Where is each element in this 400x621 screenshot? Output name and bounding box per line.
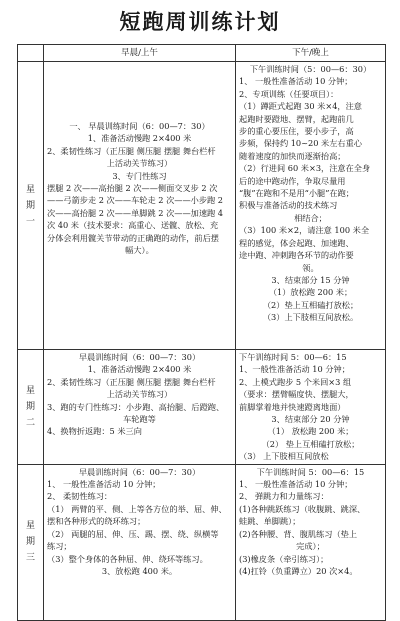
day-char: 期 xyxy=(25,401,35,412)
morning-plan-line: （2） 両腿的屈、伸、压、踢、摆、绕、纵横等 xyxy=(47,528,219,539)
morning-plan-line: 3、专门性练习 xyxy=(112,170,167,181)
day-char: 一 xyxy=(25,216,35,227)
afternoon-plan-line: （3）上下肢相互间放松。 xyxy=(262,312,359,323)
afternoon-plan-line: （3）100 米×2，请注意 100 米全 xyxy=(239,225,370,236)
afternoon-plan-line: 3、结束部分 20 分钟 xyxy=(271,414,350,425)
afternoon-plan-line: 起跑时要蹬地、摆臂，起跑前几 xyxy=(239,113,354,124)
morning-plan-line: 早晨训练时间（6：00—7：30） xyxy=(78,352,201,362)
afternoon-plan-line: 下午训练时间（5：00—6：30） xyxy=(249,64,372,74)
day-char: 星 xyxy=(25,184,35,195)
afternoon-plan-line: 2、 弹跳力和力量练习： xyxy=(239,491,329,502)
morning-plan xyxy=(44,62,236,350)
morning-plan-line: 3、放松跑 400 米。 xyxy=(101,565,178,576)
afternoon-plan-line: 领。 xyxy=(302,262,319,273)
day-char: 二 xyxy=(25,417,35,428)
header-morning: 早晨/上午 xyxy=(44,45,236,62)
afternoon-plan xyxy=(236,464,386,620)
morning-plan-line: 幅大）。 xyxy=(125,245,154,256)
morning-plan xyxy=(44,464,236,620)
morning-plan-line: 次——高抬腿 2 次——单脚跳 2 次——加速跑 4 xyxy=(47,207,224,218)
afternoon-plan-line: 1、一般性准备活动 10 分钟； xyxy=(239,364,350,375)
afternoon-plan-line: 下午训练时间 5：00—6：15 xyxy=(239,352,347,362)
morning-plan-line: 一、 早晨训练时间（6：00—7：30） xyxy=(69,121,210,131)
table-row xyxy=(18,62,386,350)
header-day xyxy=(18,45,44,62)
afternoon-plan-line: (4)扛铃（负重蹲立）20 次×4。 xyxy=(239,565,358,576)
morning-plan-line: 练习； xyxy=(47,541,72,552)
afternoon-plan-line: 积极与准备活动的技术练习 xyxy=(239,200,338,211)
afternoon-plan-line: 程的感觉，体会起跑、加速跑、 xyxy=(239,237,354,248)
day-label xyxy=(18,464,44,620)
afternoon-plan-line: 相结合； xyxy=(294,212,327,223)
afternoon-plan-line: (1)各种跳跃练习（收腹跳、跳深、 xyxy=(239,503,366,514)
table-row xyxy=(18,350,386,465)
afternoon-plan-line: （1） 放松跑 200 米； xyxy=(267,426,354,437)
morning-plan-line: 1、 一般性准备活动 10 分钟； xyxy=(47,479,161,490)
morning-plan-line: 上活动关节练习） xyxy=(106,158,173,169)
afternoon-plan-line: 2、上模式跑步 5 个米回×3 组 xyxy=(239,376,352,387)
morning-plan-line: ——弓箭步走 2 次——车轮走 2 次——小步跑 2 xyxy=(47,195,224,206)
day-char: 三 xyxy=(25,553,35,564)
morning-plan-line: 分体会利用髋关节带动的正确跑的动作，前后摆 xyxy=(47,232,219,243)
day-char: 星 xyxy=(25,521,35,532)
training-plan-table xyxy=(17,44,386,621)
afternoon-plan-line: 3、结束部分 15 分钟 xyxy=(271,274,350,285)
afternoon-plan-line: （要求：摆臂幅度快、摆腿大， xyxy=(239,389,354,400)
afternoon-plan-line: 步的重心要压住，要小步子，高 xyxy=(239,126,354,137)
day-char: 期 xyxy=(25,537,35,548)
afternoon-plan-line: 1、 一般性准备活动 10 分钟； xyxy=(239,479,353,490)
afternoon-plan xyxy=(236,62,386,350)
afternoon-plan-line: 完成）； xyxy=(296,541,325,552)
day-label xyxy=(18,62,44,350)
morning-plan xyxy=(44,350,236,465)
afternoon-plan-line: 2、专项训练（任要项目）： xyxy=(239,88,339,99)
afternoon-plan-line: 随着速度的加快而逐渐抬高； xyxy=(239,150,346,161)
day-label xyxy=(18,350,44,465)
morning-plan-line: 2、柔韧性练习（正压腿 侧压腿 摆腿 舞台栏杆 xyxy=(47,376,216,387)
table-header-row xyxy=(18,45,386,62)
page-title: 短跑周训练计划 xyxy=(119,9,281,34)
afternoon-plan-line: （2） 垫上互相磕打放松； xyxy=(261,438,360,449)
afternoon-plan xyxy=(236,350,386,465)
afternoon-plan-line: “腹”在跑和不是用“小腿”在跑； xyxy=(239,188,354,199)
afternoon-plan-line: （1）放松跑 200 米； xyxy=(268,287,353,298)
afternoon-plan-line: （2）行进间 60 米×3，注意在全身 xyxy=(239,163,371,174)
afternoon-plan-line: 蛙跳、单脚跳）； xyxy=(239,516,301,527)
morning-plan-line: 早晨训练时间（6：00—7：30） xyxy=(78,466,201,477)
table-row xyxy=(18,464,386,620)
morning-plan-line: （1） 两臂的平、侧、上等各方位的举、屈、伸、 xyxy=(47,503,227,514)
afternoon-plan-line: (2)各种腰、背、腹肌练习（垫上 xyxy=(239,528,358,539)
morning-plan-line: 上活动关节练习） xyxy=(106,389,173,400)
afternoon-plan-line: 1、 一般性准备活动 10 分钟； xyxy=(239,76,353,87)
morning-plan-line: 摆和各种形式的绕环练习； xyxy=(47,516,146,527)
header-afternoon: 下午/晚上 xyxy=(236,45,386,62)
day-char: 期 xyxy=(25,200,35,211)
afternoon-plan-line: 步频，保持约 10~20 米左右重心 xyxy=(239,138,362,149)
morning-plan-line: 车轮跑等 xyxy=(123,414,156,425)
morning-plan-line: （3）整个身体的各种屈、伸、绕环等练习。 xyxy=(47,553,208,564)
morning-plan-line: 2、柔韧性练习（正压腿 侧压腿 摆腿 舞台栏杆 xyxy=(47,145,216,156)
day-char: 星 xyxy=(25,385,35,396)
afternoon-plan-line: （1）蹲距式起跑 30 米×4，注意 xyxy=(239,101,362,112)
afternoon-plan-line: 下午训练时间 5：00—6：15 xyxy=(256,466,365,477)
morning-plan-line: 2、 柔韧性练习： xyxy=(47,491,113,502)
morning-plan-line: 次 40 米（技术要求：高重心、送髋、放松、充 xyxy=(47,220,219,231)
afternoon-plan-line: 途中跑、冲刺跑各环节的动作要 xyxy=(239,250,354,261)
morning-plan-line: 1、准备活动慢跑 2×400 米 xyxy=(87,133,192,144)
morning-plan-line: 3、跑的专门性练习：小步跑、高抬腿、后蹬跑、 xyxy=(47,401,225,412)
afternoon-plan-line: （2）垫上互相磕打放松； xyxy=(262,299,359,310)
afternoon-plan-line: （3） 上下肢相互间放松 xyxy=(239,451,329,462)
morning-plan-line: 摆腿 2 次——高抬腿 2 次——侧面交叉步 2 次 xyxy=(47,183,218,194)
afternoon-plan-line: (3)橡皮条（牵引练习）； xyxy=(239,553,329,564)
afternoon-plan-line: 前脚掌着地并快速蹬离地面） xyxy=(239,401,346,412)
afternoon-plan-line: 后的途中跑动作，争取尽量用 xyxy=(239,175,346,186)
morning-plan-line: 1、准备活动慢跑 2×400 米 xyxy=(87,364,192,375)
morning-plan-line: 4、换物折返跑：5 米三向 xyxy=(47,426,142,437)
